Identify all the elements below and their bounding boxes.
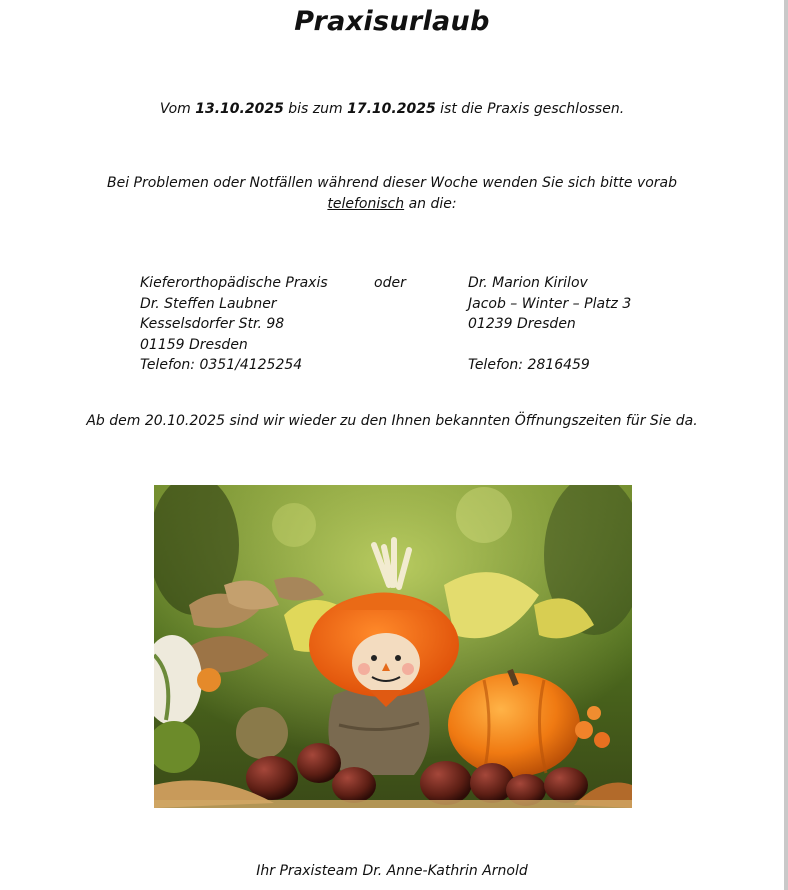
closure-middle: bis zum bbox=[288, 101, 343, 117]
address-line: Kesselsdorfer Str. 98 bbox=[140, 316, 285, 332]
emphasis-telefonisch: telefonisch bbox=[327, 196, 405, 212]
autumn-scarecrow-photo bbox=[154, 485, 632, 808]
separator-text: oder bbox=[374, 275, 406, 291]
closure-suffix: ist die Praxis geschlossen. bbox=[440, 101, 625, 117]
phone-line: Telefon: 0351/4125254 bbox=[140, 357, 303, 373]
emergency-notice-line-2 bbox=[0, 196, 784, 212]
address-line: 01159 Dresden bbox=[140, 336, 248, 353]
page-edge bbox=[784, 0, 788, 890]
address-line: Jacob – Winter – Platz 3 bbox=[468, 295, 632, 312]
closure-prefix: Vom bbox=[159, 101, 191, 117]
page-title: Praxisurlaub bbox=[294, 6, 490, 37]
signature: Ihr Praxisteam Dr. Anne-Kathrin Arnold bbox=[256, 863, 528, 879]
emergency-notice-line-1: Bei Problemen oder Notfällen während dieser Woche wenden Sie sich bitte vorab bbox=[106, 175, 678, 191]
closure-notice bbox=[0, 101, 784, 117]
notice-rest: an die: bbox=[408, 196, 457, 212]
address-block-kirilov bbox=[468, 273, 631, 376]
phone-line: Telefon: 2816459 bbox=[468, 357, 590, 373]
address-line: 01239 Dresden bbox=[468, 316, 576, 332]
reopen-notice: Ab dem 20.10.2025 sind wir wieder zu den Ihnen bekannten Öffnungszeiten für Sie da. bbox=[86, 413, 698, 429]
address-line: Dr. Marion Kirilov bbox=[468, 275, 588, 291]
address-line: Kieferorthopädische Praxis bbox=[140, 275, 328, 291]
separator-oder bbox=[374, 273, 406, 294]
closure-end-date: 17.10.2025 bbox=[347, 101, 436, 117]
closure-start-date: 13.10.2025 bbox=[195, 101, 284, 117]
address-line: Dr. Steffen Laubner bbox=[140, 295, 277, 312]
address-block-laubner bbox=[140, 273, 328, 376]
